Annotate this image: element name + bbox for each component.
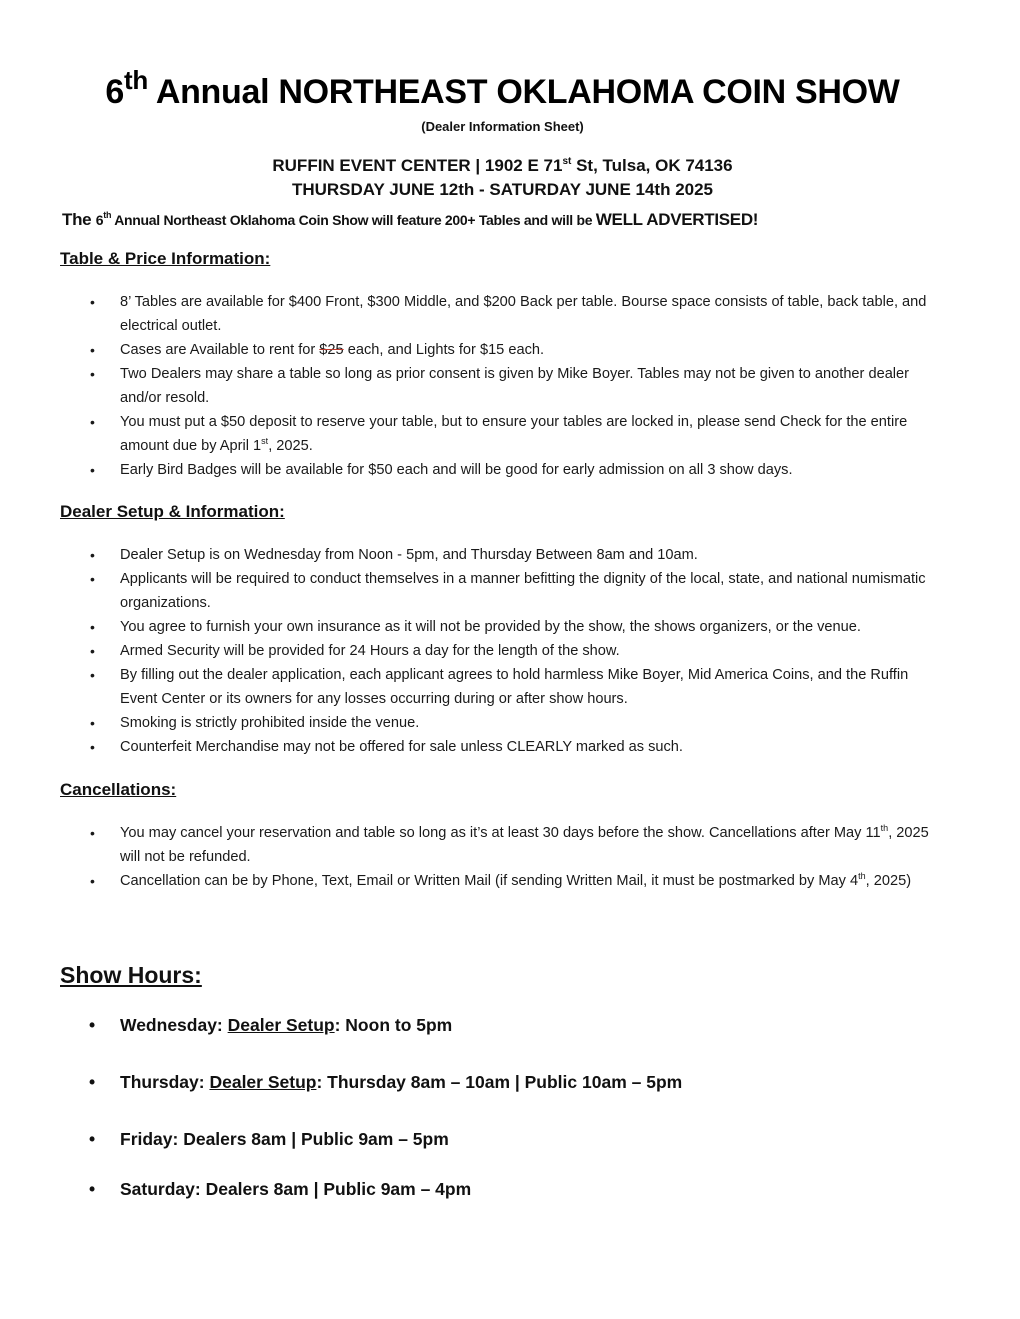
cancellations-heading: Cancellations: [60,780,177,799]
dealer-setup-heading: Dealer Setup & Information: [60,502,285,521]
list-item: • You agree to furnish your own insurance as it will not be provided by the show, the shows organizers, or the venue. [90,619,861,635]
list-item: • 8’ Tables are available for $400 Front, $300 Middle, and $200 Back per table. Bourse space consists of table, back table, and electrical outlet. [90,294,927,334]
list-item: • Counterfeit Merchandise may not be offered for sale unless CLEARLY marked as such. [90,739,683,755]
list-item: • Dealer Setup is on Wednesday from Noon - 5pm, and Thursday Between 8am and 10am. [90,547,698,563]
title-ordinal: th [124,65,148,95]
hours-item-thursday: • Thursday: Dealer Setup: Thursday 8am – 10am | Public 10am – 5pm [89,1072,683,1092]
tagline-emphasis: WELL ADVERTISED! [595,210,759,229]
list-item: • Smoking is strictly prohibited inside the venue. [90,715,420,731]
list-item: • By filling out the dealer application, each applicant agrees to hold harmless Mike Boyer, Mid America Coins, and the Ruffin Event Center or its owners for any losses occurring during or after show hours. [90,667,909,707]
tagline: The 6th Annual Northeast Oklahoma Coin Show will feature 200+ Tables and will be WELL ADVERTISED! [62,210,759,229]
title-number: 6 [105,73,124,111]
venue-block [0,154,1005,202]
list-item: • Applicants will be required to conduct themselves in a manner befitting the dignity of the local, state, and national numismatic organizations. [90,571,926,611]
hours-item-saturday: • Saturday: Dealers 8am | Public 9am – 4pm [89,1179,472,1199]
show-hours-heading: Show Hours: [60,962,202,988]
struck-price: $25 [319,342,344,358]
venue-address: RUFFIN EVENT CENTER | 1902 E 71st St, Tulsa, OK 74136 [272,156,733,175]
table-price-list [88,290,948,482]
hours-item-wednesday: • Wednesday: Dealer Setup: Noon to 5pm [89,1015,453,1035]
table-price-heading: Table & Price Information: [60,249,271,268]
list-item: • Early Bird Badges will be available for $50 each and will be good for early admission on all 3 show days. [90,462,793,478]
show-dates: THURSDAY JUNE 12th - SATURDAY JUNE 14th 2025 [291,180,714,199]
list-item: • You must put a $50 deposit to reserve your table, but to ensure your tables are locked in, please send Check for the entire amount due by April 1st, 2025. [90,414,908,454]
list-item: • Armed Security will be provided for 24 Hours a day for the length of the show. [90,643,620,659]
list-item: • You may cancel your reservation and table so long as it’s at least 30 days before the show. Cancellations after May 11th, 2025 will not be refunded. [90,823,929,865]
page-subtitle: (Dealer Information Sheet) [421,119,584,134]
hours-item-friday: • Friday: Dealers 8am | Public 9am – 5pm [89,1129,449,1149]
title-text: Annual NORTHEAST OKLAHOMA COIN SHOW [147,73,900,111]
list-item: • Cancellation can be by Phone, Text, Email or Written Mail (if sending Written Mail, it must be postmarked by May 4th, 2025) [90,871,912,889]
page-title [0,65,1005,112]
cancellations-list [88,821,948,893]
list-item: • Cases are Available to rent for $25 each, and Lights for $15 each. [90,342,545,358]
dealer-setup-list [88,543,948,759]
list-item: • Two Dealers may share a table so long as prior consent is given by Mike Boyer. Tables may not be given to another dealer and/or resold. [90,366,910,406]
